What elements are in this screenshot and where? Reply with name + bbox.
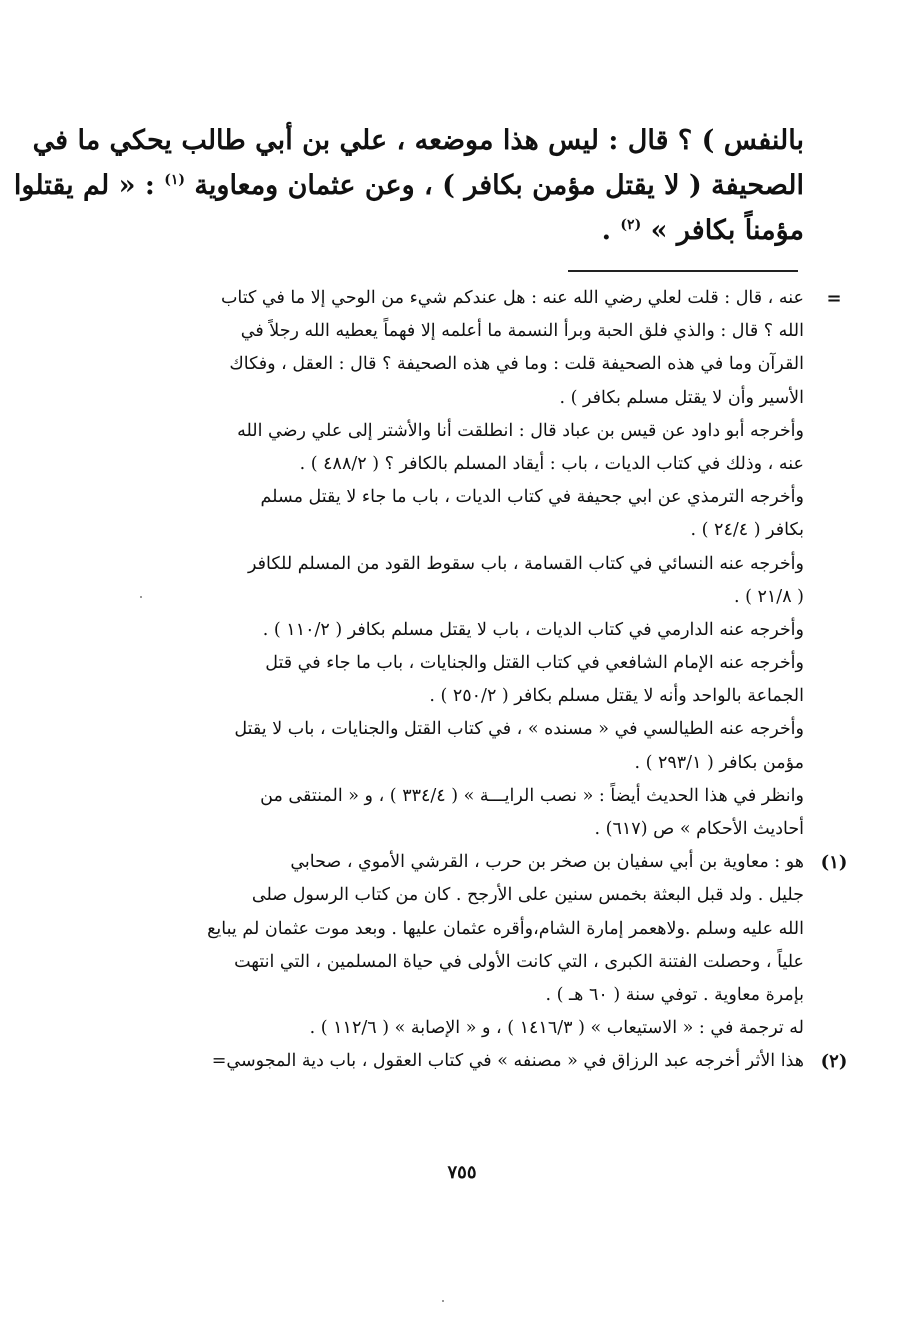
footnote-line: هذا الأثر أخرجه عبد الرزاق في « مصنفه » في كتاب العقول ، باب دية المجوسي= xyxy=(211,1051,804,1072)
page-number: ٧٥٥ xyxy=(447,1162,477,1183)
footnote-line: هو : معاوية بن أبي سفيان بن صخر بن حرب ، القرشي الأموي ، صحابي xyxy=(290,852,804,873)
footnote-separator xyxy=(568,270,798,272)
footnote-line: مؤمن بكافر ( ٢٩٣/١ ) . xyxy=(634,752,804,773)
footnote-line: وأخرجه أبو داود عن قيس بن عباد قال : انطلقت أنا والأشتر إلى علي رضي الله xyxy=(237,420,804,441)
footnote-line: وأخرجه عنه النسائي في كتاب القسامة ، باب سقوط القود من المسلم للكافر xyxy=(248,553,804,574)
footnote-1 xyxy=(160,846,848,1045)
scan-speck xyxy=(442,1300,444,1302)
footnote-line: جليل . ولد قبل البعثة بخمس سنين على الأرجح . كان من كتاب الرسول صلى xyxy=(251,885,804,906)
footnote-2 xyxy=(160,1045,848,1078)
main-line-2: الصحيفة ( لا يقتل مؤمن بكافر ) ، وعن عثمان ومعاوية $^{(١)}$ : « لم يقتلوا xyxy=(13,170,804,201)
main-line-3: مؤمناً بكافر » $^{(٢)}$ . xyxy=(601,215,804,246)
footnote-line: الجماعة بالواحد وأنه لا يقتل مسلم بكافر ( ٢٥٠/٢ ) . xyxy=(429,686,804,707)
footnote-line: ( ٢١/٨ ) . xyxy=(733,586,804,607)
footnote-line: وأخرجه عنه الطيالسي في « مسنده » ، في كتاب القتل والجنايات ، باب لا يقتل xyxy=(234,719,804,740)
footnote-line: الله عليه وسلم .ولاهعمر إمارة الشام،وأقره عثمان عليها . وبعد موت عثمان لم يبايع xyxy=(207,918,804,939)
footnote-1-marker: (١) xyxy=(820,852,848,874)
continuation-marker: = xyxy=(826,288,842,309)
footnote-2-lines xyxy=(160,1045,804,1078)
footnote-ref-1[interactable]: (١) xyxy=(164,172,186,188)
footnotes xyxy=(160,282,848,1079)
footnote-line: وانظر في هذا الحديث أيضاً : « نصب الرايـــة » ( ٣٣٤/٤ ) ، و « المنتقى من xyxy=(260,785,804,806)
footnote-line: عنه ، وذلك في كتاب الديات ، باب : أيقاد المسلم بالكافر ؟ ( ٤٨٨/٢ ) . xyxy=(299,453,804,474)
footnote-line: وأخرجه عنه الإمام الشافعي في كتاب القتل والجنايات ، باب ما جاء في قتل xyxy=(265,653,804,674)
footnote-line: بكافر ( ٢٤/٤ ) . xyxy=(690,520,804,541)
footnote-line: أحاديث الأحكام » ص (٦١٧) . xyxy=(594,819,804,839)
footnote-line: وأخرجه الترمذي عن ابي جحيفة في كتاب الديات ، باب ما جاء لا يقتل مسلم xyxy=(260,487,804,508)
footnote-1-lines xyxy=(160,846,804,1045)
main-line-1: بالنفس ) ؟ قال : ليس هذا موضعه ، علي بن أبي طالب يحكي ما في xyxy=(32,125,804,156)
footnote-line: بإمرة معاوية . توفي سنة ( ٦٠ هـ ) . xyxy=(545,984,804,1005)
footnote-ref-2[interactable]: (٢) xyxy=(620,217,642,233)
main-text xyxy=(13,118,804,253)
continuation-lines xyxy=(160,282,804,846)
footnote-continuation xyxy=(160,282,842,846)
scan-speck xyxy=(140,596,142,598)
footnote-line: له ترجمة في : « الاستيعاب » ( ١٤١٦/٣ ) ، و « الإصابة » ( ١١٢/٦ ) . xyxy=(309,1018,804,1039)
footnote-line: الله ؟ قال : والذي فلق الحبة وبرأ النسمة ما أعلمه إلا فهماً يعطيه الله رجلاً في xyxy=(240,321,804,342)
footnote-line: عنه ، قال : قلت لعلي رضي الله عنه : هل عندكم شيء من الوحي إلا ما في كتاب xyxy=(220,288,804,308)
footnote-line: الأسير وأن لا يقتل مسلم بكافر ) . xyxy=(559,387,804,408)
footnote-2-marker: (٢) xyxy=(820,1051,848,1073)
footnote-line: علياً ، وحصلت الفتنة الكبرى ، التي كانت الأولى في حياة المسلمين ، التي انتهت xyxy=(234,951,804,972)
footnote-line: وأخرجه عنه الدارمي في كتاب الديات ، باب لا يقتل مسلم بكافر ( ١١٠/٢ ) . xyxy=(262,619,804,640)
footnote-line: القرآن وما في هذه الصحيفة قلت : وما في هذه الصحيفة ؟ قال : العقل ، وفكاك xyxy=(229,354,804,375)
